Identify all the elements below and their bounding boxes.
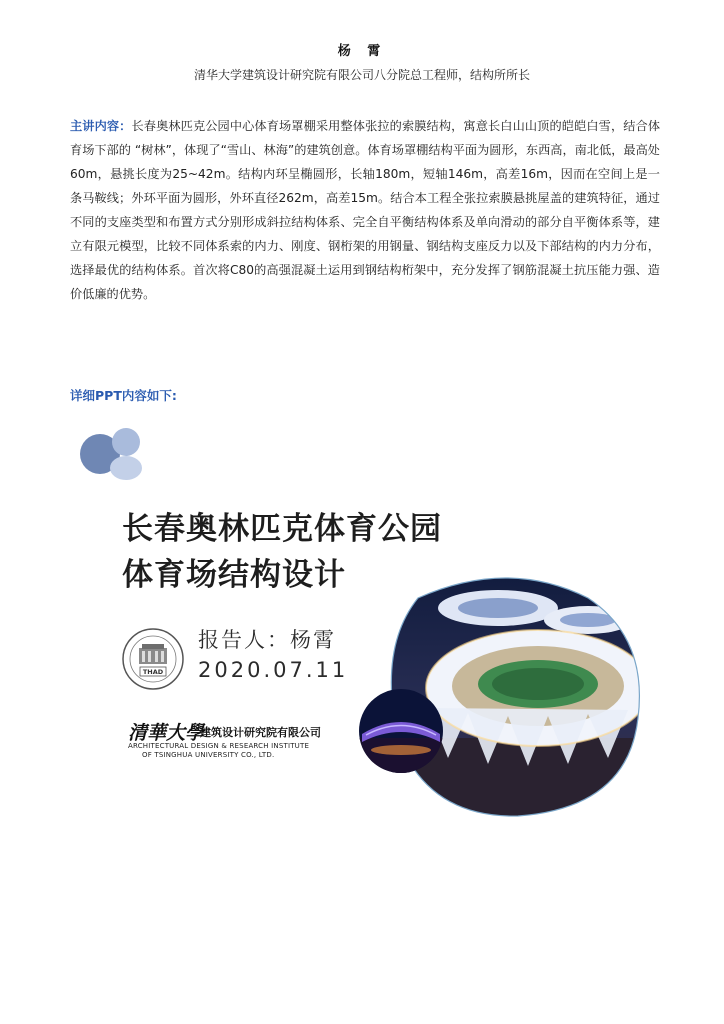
stadium-photo-night (358, 688, 444, 774)
decor-blob-light (112, 428, 140, 456)
slide-title-line1: 长春奥林匹克体育公园 (122, 511, 442, 547)
logo-english-line2: OF TSINGHUA UNIVERSITY CO., LTD. (142, 751, 275, 759)
seal-text: THAD (142, 668, 164, 676)
logo-english-line1: ARCHITECTURAL DESIGN & RESEARCH INSTITUTE (128, 742, 310, 750)
author-title: 清华大学建筑设计研究院有限公司八分院总工程师，结构所所长 (193, 68, 530, 82)
logo-org-name: 建筑设计研究院有限公司 (200, 726, 321, 739)
logo-calligraphy: 清華大學 (128, 722, 205, 744)
slide-title-line2: 体育场结构设计 (122, 557, 346, 593)
summary-paragraph (70, 114, 660, 306)
ppt-heading: 详细PPT内容如下: (70, 388, 177, 403)
reporter-line: 报告人：杨霄 (198, 628, 336, 652)
author-name: 杨 霄 (337, 44, 387, 59)
report-date: 2020.07.11 (198, 658, 349, 682)
decor-blob-pale (110, 456, 142, 480)
summary-label: 主讲内容： (70, 119, 132, 133)
summary-text: 长春奥林匹克公园中心体育场罩棚采用整体张拉的索膜结构，寓意长白山山顶的皑皑白雪，结合体育场下部的 “树林”，体现了“雪山、林海”的建筑创意。体育场罩棚结构平面为圆形，东西高，南北低，最高处60m，悬挑长度为25~42m。结构内环呈椭圆形，长轴180m，短轴146m，高差16m，因而在空间上是一条马鞍线；外环平面为圆形，外环直径262m，高差15m。结合本工程全张拉索膜悬挑屋盖的建筑特征，通过不同的支座类型和布置方式分别形成斜拉结构体系、完全自平衡结构体系及单向滑动的部分自平衡体系等，建立有限元模型，比较不同体系索的内力、刚度、钢桁架的用钢量、钢结构支座反力以及下部结构的内力分布，选择最优的结构体系。首次将C80的高强混凝土运用到钢结构桁架中，充分发挥了钢筋混凝土抗压能力强、造价低廉的优势。 (70, 119, 661, 301)
university-seal-icon (122, 628, 184, 690)
slide-cover (70, 418, 650, 828)
